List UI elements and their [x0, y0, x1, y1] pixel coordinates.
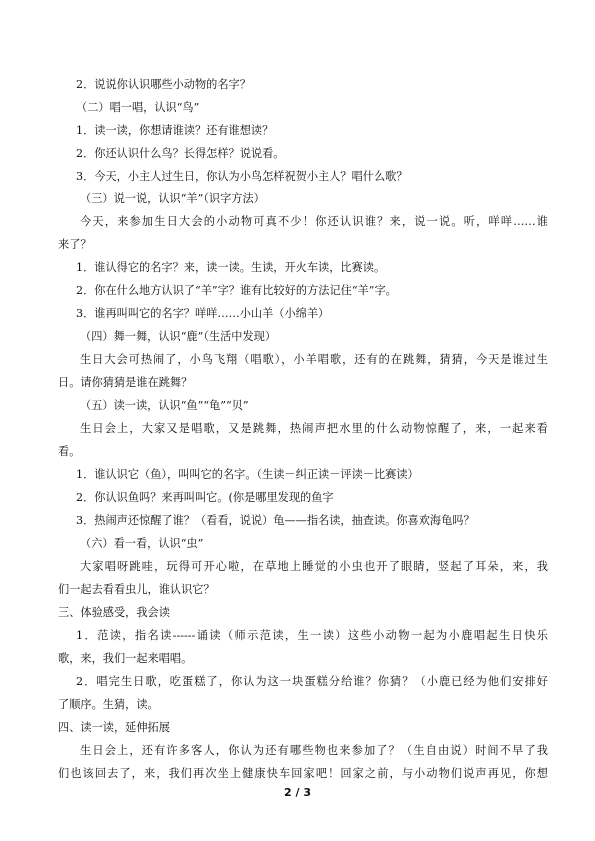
paragraph-line: 看。 [58, 445, 81, 458]
text-line: 2．说说你认识哪些小动物的名字？ [76, 78, 251, 91]
paragraph-line: 们一起去看看虫儿，谁认识它？ [58, 583, 215, 596]
paragraph-line: 生日大会可热闹了，小鸟飞翔（唱歌），小羊唱歌，还有的在跳舞，猜猜，今天是谁过生 [80, 353, 548, 366]
section-heading: （二）唱一唱，认识“鸟” [76, 101, 200, 114]
section-heading: （六）看一看，认识“虫” [80, 537, 204, 550]
text-line: 3．谁再叫叫它的名字？咩咩……小山羊（小绵羊） [76, 307, 330, 320]
text-line: 2．你认识鱼吗？来再叫叫它。(你是哪里发现的鱼字 [76, 491, 334, 504]
page-number: 2 / 3 [284, 786, 311, 799]
text-line: 1．读一读，你想请谁读？还有谁想读？ [76, 124, 274, 137]
text-line: 2．你还认识什么鸟？长得怎样？说说看。 [76, 147, 285, 160]
paragraph-line: 今天，来参加生日大会的小动物可真不少！你还认识谁？来，说一说。听，咩咩……谁 [80, 215, 548, 228]
paragraph-line: 大家唱呀跳哇，玩得可开心啦，在草地上睡觉的小虫也开了眼睛，竖起了耳朵，来，我 [80, 560, 548, 573]
paragraph-line: 日。请你猜猜是谁在跳舞？ [58, 376, 193, 389]
section-heading: （三）说一说，认识“羊”（识字方法） [80, 192, 265, 205]
paragraph-line: 了顺序。生猜，读。 [58, 698, 159, 711]
text-line: 2．你在什么地方认识了“羊”字？谁有比较好的方法记住“羊”字。 [76, 284, 397, 297]
section-heading: （四）舞一舞，认识“鹿”（生活中发现） [80, 330, 277, 343]
paragraph-line: 生日会上，还有许多客人，你认为还有哪些物也来参加了？（生自由说）时间不早了我 [80, 744, 548, 757]
text-line: 1．谁认识它（鱼），叫叫它的名字。（生读－纠正读－评读－比赛读） [76, 468, 419, 481]
paragraph-line: 们也该回去了，来，我们再次坐上健康快车回家吧！回家之前，与小动物们说声再见，你想 [58, 767, 548, 780]
paragraph-line: 1．范读，指名读------诵读（师示范读，生一读）这些小动物一起为小鹿唱起生日快乐 [76, 629, 548, 642]
section-heading: 三、体验感受，我会读 [58, 606, 170, 619]
paragraph-line: 来了？ [58, 238, 92, 251]
paragraph-line: 歌，来，我们一起来唱唱。 [58, 652, 193, 665]
paragraph-line: 2．唱完生日歌，吃蛋糕了，你认为这一块蛋糕分给谁？你猜？（小鹿已经为他们安排好 [76, 675, 548, 688]
text-line: 3．今天，小主人过生日，你认为小鸟怎样祝贺小主人？唱什么歌？ [76, 170, 408, 183]
text-line: 3．热闹声还惊醒了谁？（看看，说说）龟——指名读，抽查读。你喜欢海龟吗？ [76, 514, 475, 527]
paragraph-line: 生日会上，大家又是唱歌，又是跳舞，热闹声把水里的什么动物惊醒了，来，一起来看 [80, 422, 548, 435]
section-heading: 四、读一读，延伸拓展 [58, 721, 170, 734]
section-heading: （五）读一读，认识“鱼”“龟”“贝” [80, 399, 249, 412]
text-line: 1．谁认得它的名字？来，读一读。生读，开火车读，比赛读。 [76, 261, 386, 274]
